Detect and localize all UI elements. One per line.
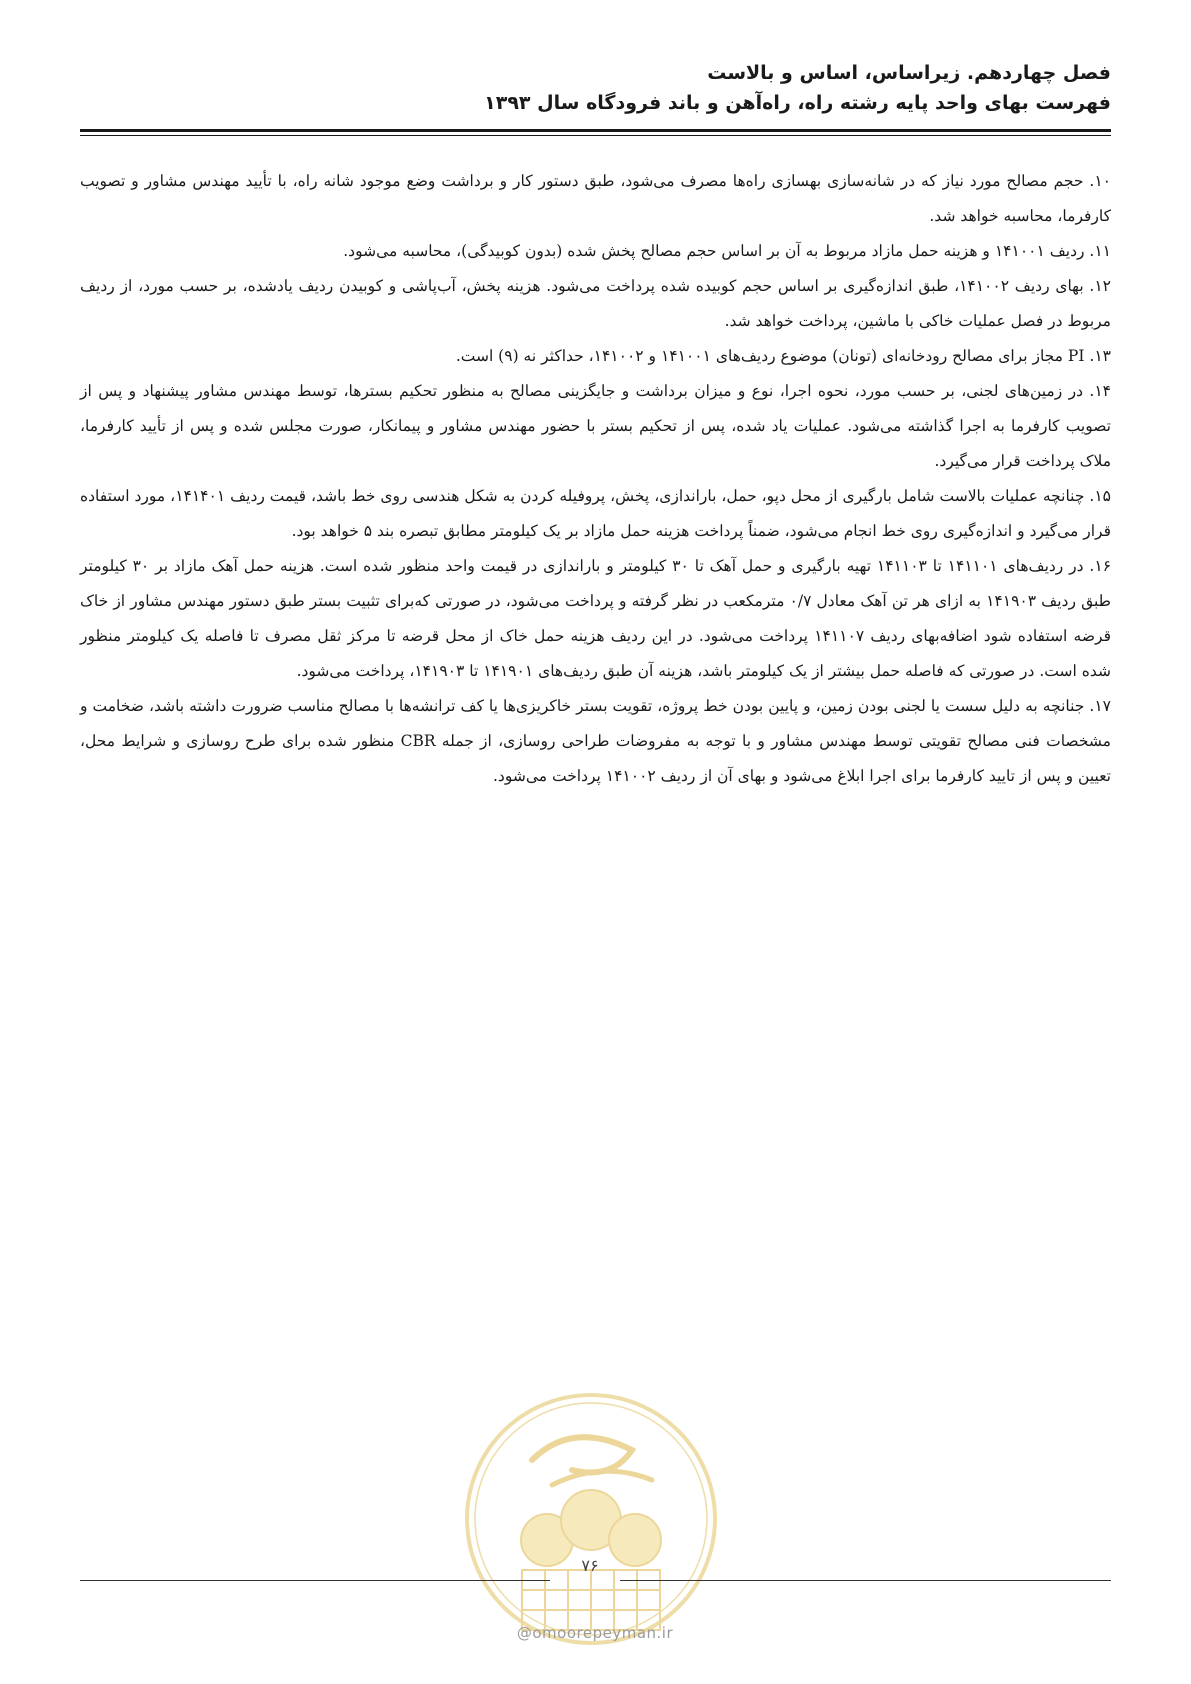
body-text (80, 164, 1111, 794)
paragraph-17: ۱۷. جنانچه به دلیل سست یا لجنی بودن زمین، و پایین بودن خط پروژه، تقویت بستر خاکریزی‌ها یا کف ترانشه‌ها با مصالح مناسب ضرورت داشته باشد، ضخامت و مشخصات فنی مصالح تقویتی توسط مهندس مشاور و با توجه به مفروضات طراحی روسازی، از جمله CBR منظور شده برای طرح روسازی و شرایط محل، تعیین و پس از تایید کارفرما برای اجرا ابلاغ می‌شود و بهای آن از ردیف ۱۴۱۰۰۲ پرداخت می‌شود. (80, 697, 1111, 785)
footer-rule-right (620, 1580, 1111, 1581)
page-number: ۷۶ (581, 1556, 599, 1575)
footer-rule-left (80, 1580, 550, 1581)
paragraph-10: ۱۰. حجم مصالح مورد نیاز که در شانه‌سازی بهسازی راه‌ها مصرف می‌شود، طبق دستور کار و برداشت وضع موجود شانه راه، با تأیید مهندس مشاور و تصویب کارفرما، محاسبه خواهد شد. (80, 172, 1111, 225)
site-watermark: @omoorepeyman.ir (516, 1624, 674, 1642)
paragraph-12: ۱۲. بهای ردیف ۱۴۱۰۰۲، طبق اندازه‌گیری بر اساس حجم کوبیده شده پرداخت می‌شود. هزینه پخش، آب‌پاشی و کوبیدن ردیف یادشده، بر حسب مورد، از ردیف مربوط در فصل عملیات خاکی با ماشین، پرداخت خواهد شد. (80, 277, 1111, 330)
header-rule-thin (80, 135, 1111, 136)
paragraph-16: ۱۶. در ردیف‌های ۱۴۱۱۰۱ تا ۱۴۱۱۰۳ تهیه بارگیری و حمل آهک تا ۳۰ کیلومتر و باراندازی در قیمت واحد منظور شده است. هزینه حمل آهک مازاد بر ۳۰ کیلومتر طبق ردیف ۱۴۱۹۰۳ به ازای هر تن آهک معادل ۰/۷ مترمکعب در نظر گرفته و پرداخت می‌شود، در صورتی که‌برای تثبیت بستر طبق دستور مهندس مشاور از خاک قرضه استفاده شود اضافه‌بهای ردیف ۱۴۱۱۰۷ پرداخت می‌شود. در این ردیف هزینه حمل خاک از محل قرضه تا مرکز ثقل مصرف تا فاصله یک کیلومتر منظور شده است. در صورتی که فاصله حمل بیشتر از یک کیلومتر باشد، هزینه آن طبق ردیف‌های ۱۴۱۹۰۱ تا ۱۴۱۹۰۳، پرداخت می‌شود. (80, 557, 1112, 680)
paragraph-11: ۱۱. ردیف ۱۴۱۰۰۱ و هزینه حمل مازاد مربوط به آن بر اساس حجم مصالح پخش شده (بدون کوبیدگی)، محاسبه می‌شود. (343, 242, 1111, 260)
header-rule-thick (80, 129, 1111, 132)
chapter-title: فصل چهاردهم. زیراساس، اساس و بالاست (707, 62, 1111, 84)
paragraph-14: ۱۴. در زمین‌های لجنی، بر حسب مورد، نحوه اجرا، نوع و میزان برداشت و جایگزینی مصالح به منظور تحکیم بسترها، توسط مهندس مشاور پیشنهاد و پس از تصویب کارفرما به اجرا گذاشته می‌شود. عملیات یاد شده، پس از تحکیم بستر با حضور مهندس مشاور و پیمانکار، صورت مجلس شده و پس از تأیید کارفرما، ملاک پرداخت قرار می‌گیرد. (80, 382, 1111, 470)
document-title: فهرست بهای واحد پایه رشته راه، راه‌آهن و باند فرودگاه سال ۱۳۹۳ (484, 92, 1111, 114)
paragraph-15: ۱۵. چنانچه عملیات بالاست شامل بارگیری از محل دپو، حمل، باراندازی، پخش، پروفیله کردن به شکل هندسی روی خط باشد، قیمت ردیف ۱۴۱۴۰۱، مورد استفاده قرار می‌گیرد و اندازه‌گیری روی خط انجام می‌شود، ضمناً پرداخت هزینه حمل مازاد بر یک کیلومتر مطابق تبصره بند ۵ خواهد بود. (80, 487, 1111, 540)
page-header (80, 58, 1111, 118)
watermark-stamp (462, 1390, 720, 1648)
paragraph-13: ۱۳. PI مجاز برای مصالح رودخانه‌ای (تونان) موضوع ردیف‌های ۱۴۱۰۰۱ و ۱۴۱۰۰۲، حداکثر نه (۹) است. (455, 347, 1111, 365)
